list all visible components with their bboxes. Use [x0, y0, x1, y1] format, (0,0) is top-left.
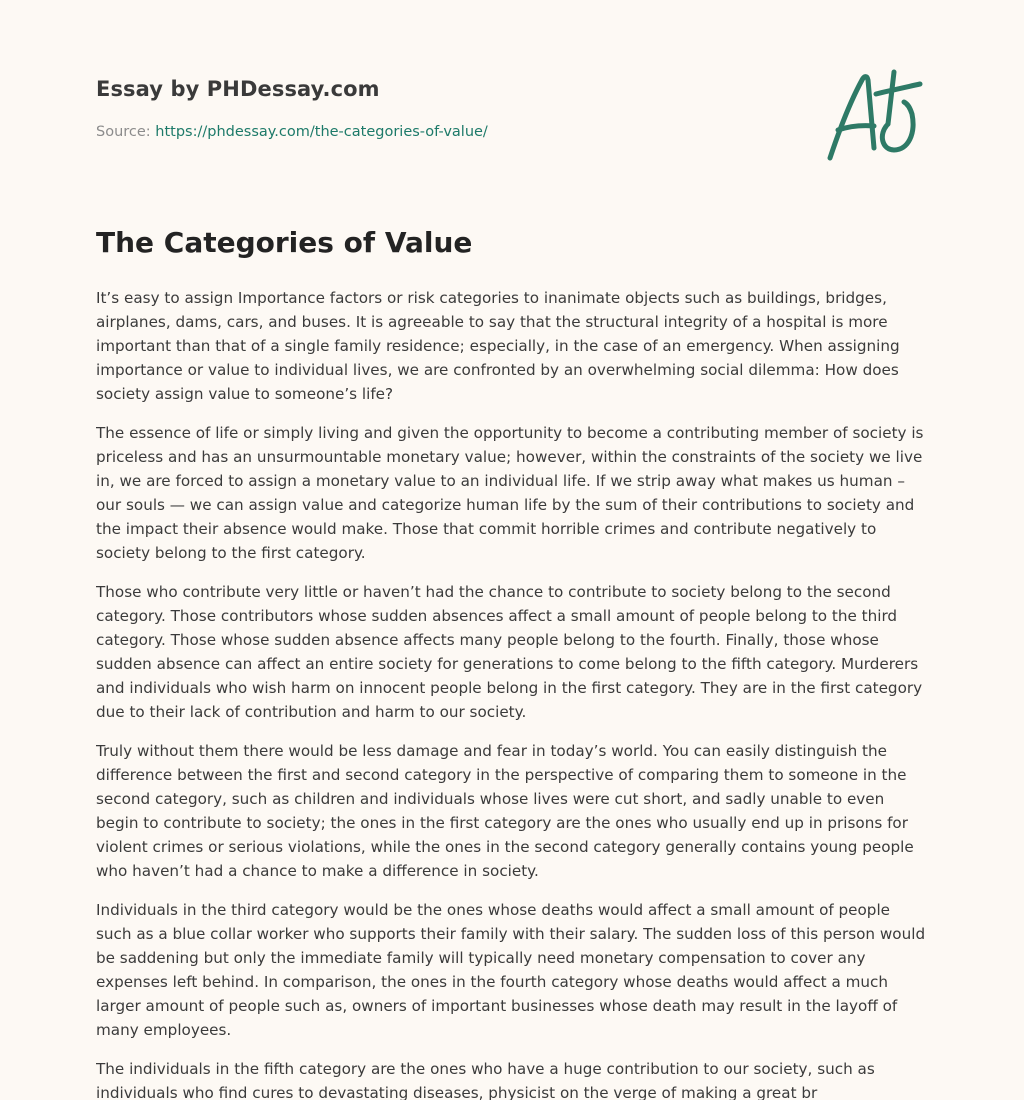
page-header: [96, 0, 928, 200]
paragraph: The essence of life or simply living and given the opportunity to become a contributing member of society is priceless and has an unsurmountable monetary value; however, within the constraints of the society we live in, we are forced to assign a monetary value to an individual life. If we strip away what makes us human – our souls — we can assign value and categorize human life by the sum of their contributions to society and the impact their absence would make. Those that commit horrible crimes and contribute negatively to society belong to the first category.: [96, 424, 924, 562]
paragraph: Individuals in the third category would be the ones whose deaths would affect a small amount of people such as a blue collar worker who supports their family with their salary. The sudden loss of this person would be saddening but only the immediate family will typically need monetary compensation to cover any expenses left behind. In comparison, the ones in the fourth category whose deaths would affect a much larger amount of people such as, owners of important businesses whose death may result in the layoff of many employees.: [96, 901, 926, 1039]
source-link[interactable]: https://phdessay.com/the-categories-of-value/: [155, 124, 488, 140]
paragraph: It’s easy to assign Importance factors or risk categories to inanimate objects such as buildings, bridges, airplanes, dams, cars, and buses. It is agreeable to say that the structural integrity of a hospital is more important than that of a single family residence; especially, in the case of an emergency. When assigning importance or value to individual lives, we are confronted by an overwhelming social dilemma: How does society assign value to someone’s life?: [96, 289, 900, 403]
paragraph: Truly without them there would be less damage and fear in today’s world. You can easily distinguish the difference between the first and second category in the perspective of comparing them to someone in the second category, such as children and individuals whose lives were cut short, and sadly unable to even begin to contribute to society; the ones in the first category are the ones who usually end up in prisons for violent crimes or serious violations, while the ones in the second category generally contains young people who haven’t had a chance to make a difference in society.: [96, 742, 914, 880]
a-plus-grade-icon: [824, 68, 928, 164]
source-label: Source:: [96, 124, 151, 140]
page-title: The Categories of Value: [96, 226, 473, 259]
paragraph: The individuals in the fifth category are the ones who have a huge contribution to our society, such as individuals who find cures to devastating diseases, physicist on the verge of making a great br: [96, 1060, 875, 1100]
source-line: [96, 124, 488, 140]
paragraph: Those who contribute very little or haven’t had the chance to contribute to society belong to the second category. Those contributors whose sudden absences affect a small amount of people belong to the third category. Those whose sudden absence affects many people belong to the fourth. Finally, those whose sudden absence can affect an entire society for generations to come belong to the fifth category. Murderers and individuals who wish harm on innocent people belong in the first category. They are in the first category due to their lack of contribution and harm to our society.: [96, 583, 923, 721]
article-body: [96, 286, 928, 1100]
essay-page: [96, 0, 928, 1100]
site-brand: Essay by PHDessay.com: [96, 77, 380, 101]
